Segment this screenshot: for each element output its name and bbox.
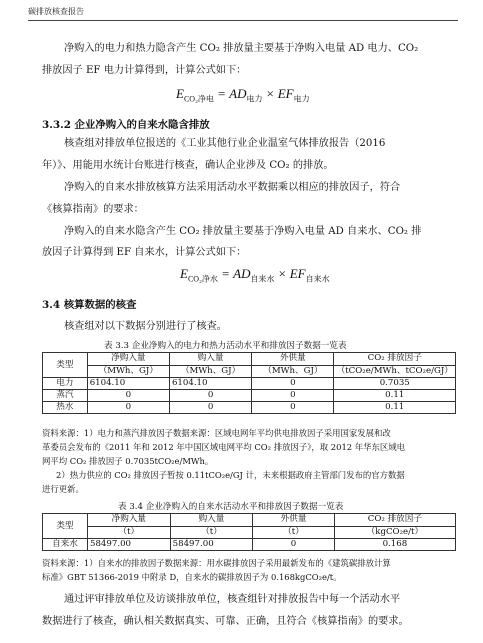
table-cell: 0.11 — [334, 390, 456, 402]
table-row — [43, 390, 456, 402]
table-3-3-note-line1: 资料来源：1）电力和蒸汽排放因子数据来源：区域电网年平均供电排放因子采用国家发展和改 — [42, 428, 391, 438]
section-heading-3-4: 3.4 核算数据的核查 — [42, 299, 137, 311]
paragraph-water-line4: 《核算指南》的要求： — [42, 204, 144, 215]
header-cell: 类型 — [43, 353, 88, 378]
table-header-row — [43, 514, 456, 527]
table-row — [43, 378, 456, 390]
table-cell: 0.7035 — [334, 378, 456, 390]
table-row — [43, 402, 456, 414]
paragraph-closing-line1: 通过评审排放单位及访谈排放单位，核查组针对排放报告中每一个活动水平 — [64, 594, 401, 605]
table-cell: 0.168 — [334, 539, 455, 551]
paragraph-water-line2: 年）》、用能用水统计台账进行核查，确认企业涉及 CO₂ 的排放。 — [42, 160, 334, 171]
header-cell: 净购入量 — [88, 514, 171, 527]
unit-cell: （t） — [253, 526, 334, 539]
formula-water: $E_{CO_2净水} = AD_{自来水} \times EF_{自来水}$ — [180, 266, 330, 284]
table-cell: 58497.00 — [170, 539, 253, 551]
paragraph-3-4-intro: 核查组对以下数据分别进行了核查。 — [64, 321, 227, 332]
unit-cell: （tCO₂e/MWh、tCO₂e/GJ） — [334, 365, 456, 378]
table-3-3-note-line3: 网平均 CO₂ 排放因子 0.7035tCO₂e/MWh。 — [42, 456, 214, 466]
table-cell: 0 — [169, 390, 251, 402]
table-3-4-note-line2: 标准》GBT 51366-2019 中附录 D，自来水的碳排放因子为 0.168kgCO₂e/t。 — [42, 572, 342, 582]
paragraph-water-line3: 净购入的自来水排放核算方法采用活动水平数据乘以相应的排放因子，符合 — [64, 182, 401, 193]
unit-cell: （MWh、GJ） — [169, 365, 251, 378]
formula-electricity: $E_{CO_2净电} = AD_{电力} \times EF_{电力}$ — [176, 86, 310, 104]
paragraph-elec-line1: 净购入的电力和热力隐含产生 CO₂ 排放量主要基于净购入电量 AD 电力、CO₂ — [64, 43, 419, 54]
table-cell: 6104.10 — [169, 378, 251, 390]
table-3-3-note-line4: 2）热力供应的 CO₂ 排放因子暂按 0.11tCO₂e/GJ 计，未来根据政府主管部门发布的官方数据 — [56, 470, 405, 480]
header-rule — [28, 20, 458, 21]
table-cell: 0 — [169, 402, 251, 414]
row-label: 自来水 — [43, 539, 88, 551]
paragraph-water-line6: 放因子计算得到 EF 自来水，计算公式如下： — [42, 247, 247, 258]
table-cell: 0 — [87, 402, 169, 414]
header-cell: 类型 — [43, 514, 88, 539]
running-header: 碳排放核查报告 — [28, 7, 84, 16]
header-cell: 购入量 — [169, 353, 251, 366]
unit-cell: （t） — [88, 526, 171, 539]
header-cell: 净购入量 — [87, 353, 169, 366]
table-cell: 0 — [252, 390, 334, 402]
table-cell: 0 — [252, 378, 334, 390]
section-heading-3-3-2: 3.3.2 企业净购入的自来水隐含排放 — [42, 119, 210, 131]
table-header-row — [43, 353, 456, 366]
row-label: 热水 — [43, 402, 88, 414]
table-3-3-caption: 表 3.3 企业净购入的电力和热力活动水平和排放因子数据一览表 — [104, 341, 347, 351]
table-unit-row — [43, 365, 456, 378]
unit-cell: （MWh、GJ） — [252, 365, 334, 378]
table-3-3-note-line5: 进行更新。 — [42, 484, 84, 494]
table-3-4 — [42, 513, 456, 551]
table-unit-row — [43, 526, 456, 539]
row-label: 蒸汽 — [43, 390, 88, 402]
header-cell: 购入量 — [170, 514, 253, 527]
paragraph-water-line1: 核查组对排放单位报送的《工业其他行业企业温室气体排放报告（2016 — [64, 138, 386, 149]
table-cell: 0 — [253, 539, 334, 551]
table-cell: 6104.10 — [87, 378, 169, 390]
table-cell: 0 — [252, 402, 334, 414]
table-cell: 0.11 — [334, 402, 456, 414]
table-3-4-note-line1: 资料来源：1）自来水的排放因子数据来源：用水碳排放因子采用最新发布的《建筑碳排放计算 — [42, 558, 391, 568]
table-row — [43, 539, 456, 551]
unit-cell: （MWh、GJ） — [87, 365, 169, 378]
header-cell: CO₂ 排放因子 — [334, 514, 455, 527]
unit-cell: （t） — [170, 526, 253, 539]
header-cell: CO₂ 排放因子 — [334, 353, 456, 366]
paragraph-water-line5: 净购入的自来水隐含产生 CO₂ 排放量主要基于净购入电量 AD 自来水、CO₂ 排 — [64, 226, 422, 237]
table-cell: 0 — [87, 390, 169, 402]
table-3-3-note-line2: 革委员会发布的《2011 年和 2012 年中国区域电网平均 CO₂ 排放因子》，取 2012 年华东区域电 — [42, 442, 406, 452]
table-3-3 — [42, 352, 456, 414]
paragraph-closing-line2: 数据进行了核查，确认相关数据真实、可靠、正确，且符合《核算指南》的要求。 — [42, 616, 409, 627]
header-cell: 外供量 — [253, 514, 334, 527]
table-3-4-caption: 表 3.4 企业净购入的自来水活动水平和排放因子数据一览表 — [118, 502, 344, 512]
paragraph-elec-line2: 排放因子 EF 电力计算得到，计算公式如下： — [42, 65, 247, 76]
header-cell: 外供量 — [252, 353, 334, 366]
row-label: 电力 — [43, 378, 88, 390]
unit-cell: （kgCO₂e/t） — [334, 526, 455, 539]
table-cell: 58497.00 — [88, 539, 171, 551]
